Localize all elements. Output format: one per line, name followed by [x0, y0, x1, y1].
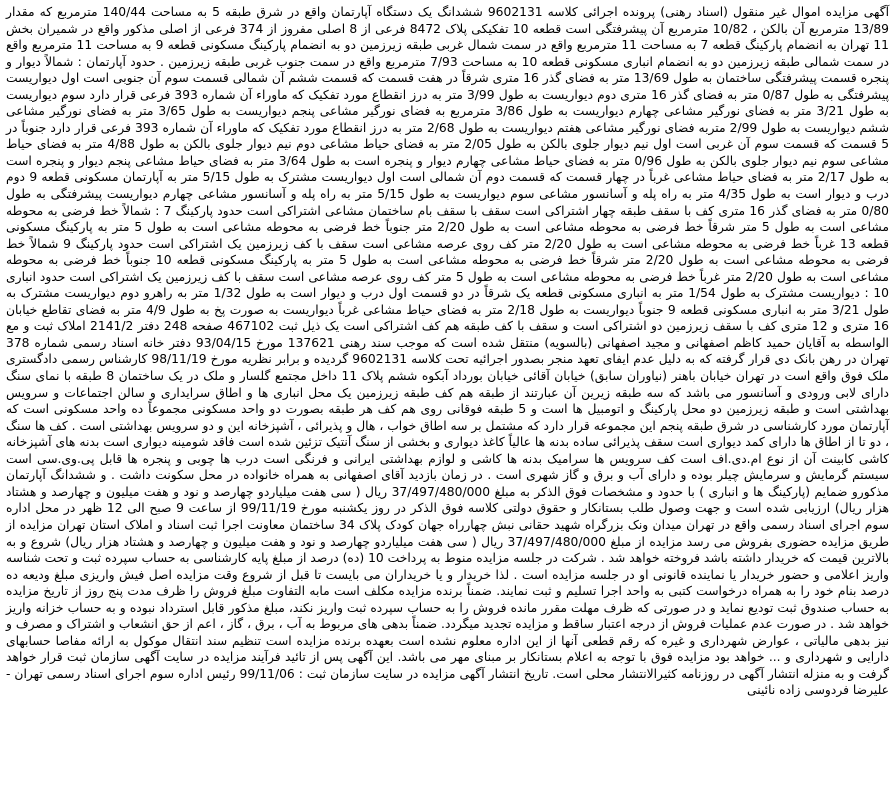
auction-notice-text: آگهی مزایده اموال غیر منقول (اسناد رهنی) پرونده اجرائی کلاسه 9602131 ششدانگ یک دستگاه آپارتمان واقع در شرق طبقه 5 به مساحت 140/44 مترمربع که مقدار 13/89 مترمربع آن بالکن ، 10/82 مترمربع آن پیشرفتگی است قطعه 10 تفکیکی پلاک 8472 فرعی از 8 اصلی مفروز از 374 فرعی از اصلی مذکور واقع در شمیران بخش 11 تهران به انضمام پارکینگ قطعه 7 به مساحت 11 مترمربع واقع در سمت شمال غربی طبقه زیرزمین دو به انضمام پارکینگ مسکونی قطعه 9 به مساحت 11 مترمربع واقع در سمت شمالی طبقه زیرزمین دو به انضمام انباری مسکونی قطعه 10 به مساحت 7/93 مترمربع واقع در سمت جنوب غربی طبقه زیرزمین . حدود آپارتمان : شمالاً دیوار و پنجره قسمت پیشرفتگی ساختمان به طول 13/69 متر به فضای گذر 16 متری شرقاً در هفت قسمت که قسمت ششم آن شمالی قسمت سوم آن جنوبی است اول دیواریست پیشرفتگی به طول 0/87 متر به فضای گذر 16 متری دوم دیواریست به طول 3/99 متر به درز انقطاع مورد تفکیک که ماوراء آن شماره 393 فرعی قرار دارد سوم دیواریست به طول 3/21 متر به فضای نورگیر مشاعی چهارم دیواریست به طول 3/86 مترمربع به فضای نورگیر مشاعی پنجم دیواریست به طول 3/65 متر به فضای نورگیر مشاعی ششم دیواریست به طول 2/99 متربه فضای نورگیر مشاعی هفتم دیواریست به طول 2/68 متر به درز انقطاع مورد تفکیک که ماوراء آن شماره 393 فرعی قرار دارد جنوباً در 5 قسمت که قسمت سوم آن غربی است اول نیم دیوار جلوی بالکن به طول 2/05 متر به فضای حیاط مشاعی دوم نیم دیوار جلوی بالکن به طول 4/88 متر به فضای حیاط مشاعی سوم نیم دیوار جلوی بالکن به طول 0/96 متر به فضای حیاط مشاعی چهارم دیوار و پنجره است به طول 3/64 متر به فضای حیاط مشاعی پنجم دیوار و پنجره است به طول 2/17 متر به فضای حیاط مشاعی غرباً در چهار قسمت که قسمت دوم آن شمالی است اول دیواریست مشترک به طول 5/15 متر به آپارتمان مسکونی قطعه 9 دوم درب و دیوار است به طول 4/35 متر به راه پله و آسانسور مشاعی سوم دیواریست به طول 5/15 متر به راه پله و آسانسور مشاعی چهارم دیواریست پیشرفتگی به طول 0/80 متر به فضای گذر 16 متری کف با سقف طبقه چهار اشتراکی است سقف با سقف بام ساختمان مشاعی اشتراکی است حدود پارکینگ 7 : شمالاً خط فرضی به محوطه مشاعی است به طول 5 متر شرقاً خط فرضی به محوطه مشاعی است به طول 2/20 متر جنوباً خط فرضی به محوطه مشاعی است به طول 5 متر به پارکینگ مسکونی قطعه 13 غرباً خط فرضی به محوطه مشاعی است به طول 2/20 متر کف روی عرصه مشاعی است سقف با کف زیرزمین یک اشتراکی است حدود پارکینگ 9 شمالاً خط فرضی به محوطه مشاعی است به طول 2/20 متر شرقاً خط فرضی به محوطه مشاعی است به طول 5 متر به پارکینگ مسکونی قطعه 10 جنوباً خط فرضی به محوطه مشاعی است به طول 2/20 متر غرباً خط فرضی به محوطه مشاعی است به طول 5 متر کف روی عرصه مشاعی است سقف با کف زیرزمین یک اشتراکی است حدود انباری 10 : دیواریست مشترک به طول 1/54 متر به انباری مسکونی قطعه یک شرقاً در دو قسمت اول درب و دیوار است به طول 1/32 متر به راهرو دوم دیواریست مشترک به طول 3/21 متر به انباری مسکونی قطعه 9 جنوباً دیواریست به طول 2/18 متر به فضای حیاط مشاعی غرباً دیواریست به صورت پخ به طول 4/9 متر به فضای تقاطع خیابان 16 متری و 12 متری کف با سقف زیرزمین دو اشتراکی است و سقف با کف طبقه هم کف اشتراکی است یک ذیل ثبت 467102 صفحه 248 دفتر 2141/2 املاک ثبت و مع الواسطه به آقایان حمید کاظم اصفهانی و مجید اصفهانی (بالسویه) منتقل شده است که موجب سند رهنی 137621 مورخ 93/04/15 دفتر خانه اسناد رسمی شماره 378 تهران در رهن بانک دی قرار گرفته که به دلیل عدم ایفای تعهد منجر بصدور اجرائیه تحت کلاسه 9602131 گردیده و برابر نظریه مورخ 98/11/19 کارشناس رسمی دادگستری ملک فوق واقع است در تهران خیابان باهنر (نیاوران سابق) خیابان آقائی خیابان بورداد آبکوه ششم پلاک 11 داخل مجتمع گلسار و ملک در یک ساختمان 8 طبقه با نمای سنگ دارای لابی ورودی و آسانسور می باشد که سه طبقه زیرین آن عبارتند از طبقه هم کف طبقه زیرزمین یک محل انباری ها و اطاق سرایداری و سالن اجتماعات و سرویس بهداشتی است و طبقه زیرزمین دو محل پارکینگ و اتومبیل ها است و 5 طبقه فوقانی روی هم کف هر طبقه بصورت دو واحد مسکونی مجموعاً ده واحد مسکونی است که آپارتمان مورد کارشناسی در شرق طبقه پنجم این مجموعه قرار دارد که مشتمل بر سه اطاق خواب ، هال و پذیرائی ، آشپزخانه این و دو سرویس بهداشتی است . کف ها سنگ ، دو تا از اطاق ها دارای کمد دیواری است سقف پذیرائی ساده بدنه ها عالیاً کاغذ دیواری و بخشی از سنگ آنتیک تزئین شده است فاقد شومینه دیواری است بدنه های آشپزخانه کاشی کابینت آن از نوع ام.دی.اف است کف سرویس ها سرامیک بدنه ها کاشی و لوازم بهداشتی ایرانی و فرنگی است درب ها چوبی و پنجره ها قابل پی.وی.سی است سیستم گرمایش و سرمایش چیلر بوده و دارای آب و برق و گاز شهری است . در زمان بازدید آقای اصفهانی به همراه خانواده در محل سکونت داشت . و ششدانگ آپارتمان مذکورو ضمایم (پارکینگ ها و انباری ) با حدود و مشخصات فوق الذکر به مبلغ 37/497/480/000 ریال ( سی هفت میلیاردو چهارصد و نود و هفت میلیون و چهارصد و هشتاد هزار ریال) ارزیابی شده است و جهت وصول طلب بستانکار و حقوق دولتی کلاسه فوق الذکر در روز یکشنبه مورخ 99/11/19 از ساعت 9 صبح الی 12 ظهر در محل اداره سوم اجرای اسناد رسمی واقع در تهران میدان ونک بزرگراه شهید حقانی نبش چهارراه جهان کودک پلاک 34 ساختمان معاونت اجرا ثبت اسناد و املاک استان تهران مزایده از طریق مزایده حضوری بفروش می رسد مزایده از مبلغ 37/497/480/000 ریال ( سی هفت میلیاردو چهارصد و نود و هفت میلیون و چهارصد و هشتاد هزار ریال) شروع و به بالاترین قیمت که خریدار داشته باشد فروخته خواهد شد . شرکت در جلسه مزایده منوط به پرداخت 10 (ده) درصد از مبلغ پایه کارشناسی به حساب سپرده ثبت و تحت شناسه واریز اعلامی و حضور خریدار یا نماینده قانونی او در جلسه مزایده است . لذا خریدار و یا خریداران می بایست تا قبل از شروع وقت مزایده اصل فیش واریزی مبلغ ودیعه ده درصد بنام خود را به همراه درخواست کتبی به واحد اجرا تسلیم و ثبت نمایند. ضمناً برنده مزایده مکلف است مابه التفاوت مبلغ فروش را ظرف مدت پنج روز از تاریخ مزایده به حساب صندوق ثبت تودیع نماید و در صورتی که ظرف مهلت مقرر مانده فروش را به حساب سپرده ثبت واریز نکند، مبلغ مذکور قابل استرداد نبوده و به حساب خزانه واریز خواهد شد . در صورت عدم عملیات فروش از درجه اعتبار ساقط و مزایده تجدید میگردد. ضمناً بدهی های مربوط به آب ، برق ، گاز ، اعم از حق انشعاب و اشتراک و مصرف و نیز بدهی مالیاتی ، عوارض شهرداری و غیره که رقم قطعی آنها از این اداره معلوم نشده است بعهده برنده مزایده است تنظیم سند انتقال موکول به ارائه مفاصا حسابهای دارایی و شهرداری و ... خواهد بود مزایده فوق با توجه به اعلام بستانکار بر مبنای مهر می باشد. این آگهی پس از تائید فرآیند مزایده در سایت آگهی سازمان ثبت قرار خواهد گرفت و به منزله انتشار آگهی در روزنامه کثیرالانتشار محلی است. تاریخ انتشار آگهی مزایده در سایت سازمان ثبت : 99/11/06 رئیس اداره سوم اجرای اسناد رسمی تهران - علیرضا فردوسی زاده نائینی	[6, 5, 890, 698]
